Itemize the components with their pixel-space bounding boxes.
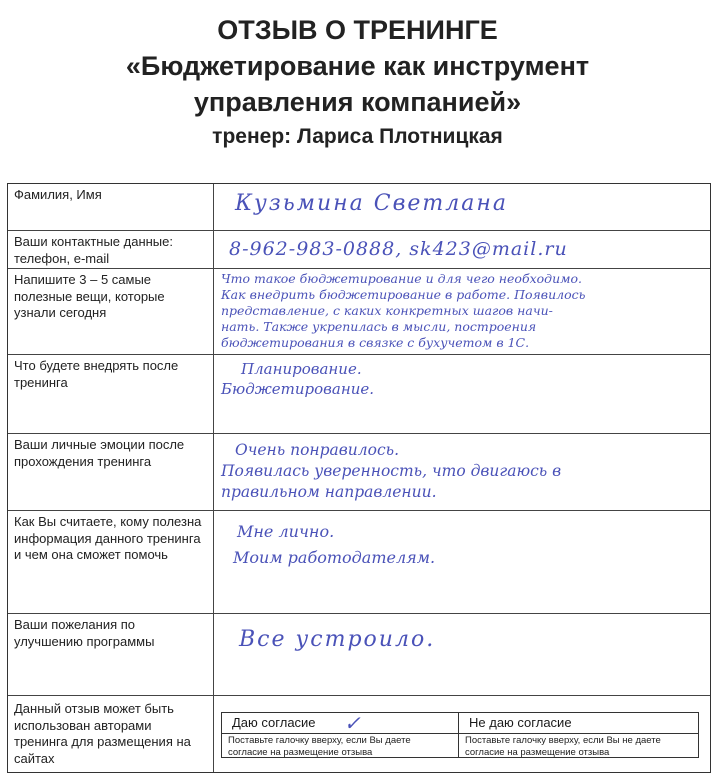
consent-disagree-hint: Поставьте галочку вверху, если Вы не даете согласие на размещение отзыва (465, 735, 661, 758)
answer-emotions-line: Появилась уверенность, что двигаюсь в (221, 462, 562, 480)
answer-name-text: Кузьмина Светлана (235, 191, 509, 216)
label-implement: Что будете внедрять после тренинга (8, 355, 214, 433)
consent-agree-cell[interactable] (222, 713, 459, 757)
form-header (0, 12, 715, 152)
trainer-name: тренер: Лариса Плотницкая (212, 125, 503, 148)
row-useful (8, 268, 710, 354)
answer-useful-line: Как внедрить бюджетирование в работе. Появилось (221, 287, 586, 302)
check-mark-icon: ✓ (344, 711, 361, 735)
consent-disagree-title: Не даю согласие (459, 713, 698, 734)
answer-wishes-text: Все устроило. (239, 627, 436, 652)
answer-implement-line: Бюджетирование. (221, 380, 375, 398)
row-wishes (8, 613, 710, 695)
row-consent (8, 695, 710, 772)
answer-contacts-text: 8-962-983-0888, sk423@mail.ru (229, 238, 568, 260)
answer-useful-line: Что такое бюджетирование и для чего необходимо. (221, 271, 582, 286)
consent-agree-hint: Поставьте галочку вверху, если Вы даете согласие на размещение отзыва (228, 735, 411, 758)
consent-agree-title: Даю согласие (222, 713, 458, 734)
answer-benefit[interactable] (215, 511, 710, 613)
row-emotions (8, 433, 710, 510)
label-benefit: Как Вы считаете, кому полезна информация данного тренинга и чем она сможет помочь (8, 511, 214, 613)
answer-useful-line: представление, с каких конкретных шагов начи- (221, 303, 553, 318)
answer-emotions[interactable] (215, 434, 710, 510)
label-contacts: Ваши контактные данные: телефон, e-mail (8, 231, 214, 268)
row-contacts (8, 230, 710, 268)
feedback-form (7, 183, 711, 773)
answer-name[interactable] (215, 184, 710, 230)
title-line-3: управления компанией» (193, 87, 522, 117)
row-benefit (8, 510, 710, 613)
label-consent: Данный отзыв может быть использован авторами тренинга для размещения на сайтах (8, 696, 214, 772)
answer-implement-line: Планирование. (241, 360, 362, 378)
answer-contacts[interactable] (215, 231, 710, 268)
answer-wishes[interactable] (215, 614, 710, 695)
answer-emotions-line: правильном направлении. (221, 483, 437, 501)
answer-useful-line: бюджетирования в связке с бухучетом в 1С. (221, 335, 530, 350)
label-wishes: Ваши пожелания по улучшению программы (8, 614, 214, 695)
answer-emotions-line: Очень понравилось. (235, 441, 400, 459)
consent-disagree-cell[interactable] (459, 713, 698, 757)
answer-implement[interactable] (215, 355, 710, 433)
label-emotions: Ваши личные эмоции после прохождения тренинга (8, 434, 214, 510)
answer-benefit-line: Мне лично. (237, 522, 335, 541)
answer-benefit-line: Моим работодателям. (233, 548, 436, 567)
consent-table (221, 712, 699, 758)
title-line-2: «Бюджетирование как инструмент (125, 51, 590, 81)
answer-useful[interactable] (215, 269, 710, 354)
answer-useful-line: нать. Также укрепилась в мысли, построения (221, 319, 537, 334)
row-implement (8, 354, 710, 433)
label-name: Фамилия, Имя (8, 184, 214, 230)
row-name (8, 184, 710, 230)
label-useful: Напишите 3 – 5 самые полезные вещи, которые узнали сегодня (8, 269, 214, 354)
title-line-1: ОТЗЫВ О ТРЕНИНГЕ (217, 15, 498, 45)
